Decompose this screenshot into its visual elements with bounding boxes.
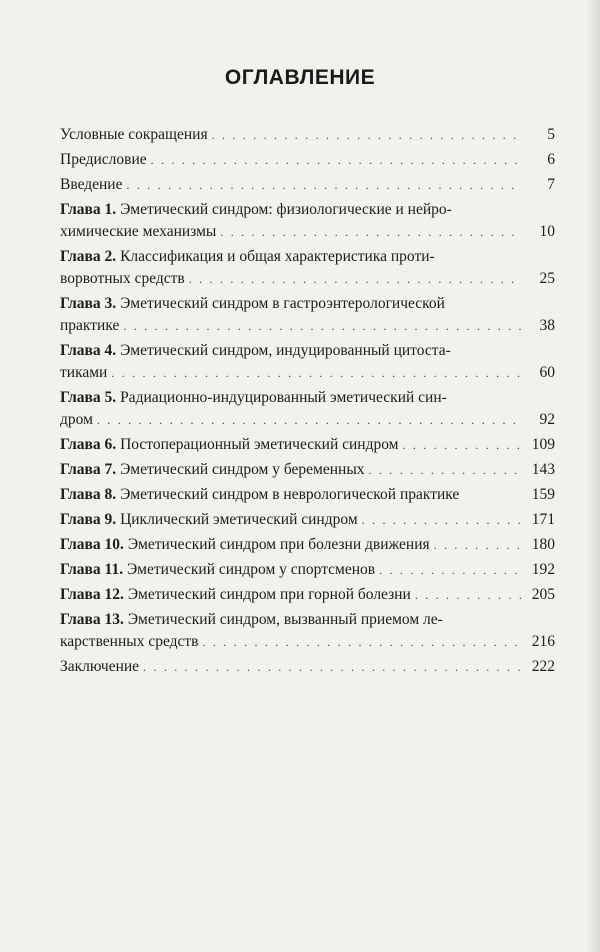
toc-page-number: 6 [547, 151, 555, 168]
chapter-title-line2: карственных средств [60, 633, 199, 650]
toc-entry-chapter-6[interactable] [60, 434, 555, 456]
chapter-title-line2: химические механизмы [60, 223, 217, 240]
toc-leader-dots [202, 631, 521, 653]
chapter-title: Эметический синдром в неврологической практике [120, 486, 460, 503]
toc-page-number: 180 [531, 536, 555, 553]
chapter-number: Глава 11. [60, 561, 124, 578]
toc-page-number: 38 [539, 317, 555, 334]
toc-entry-label: Предисловие [60, 151, 147, 168]
toc-leader-dots [379, 559, 521, 581]
chapter-title-line2: практике [60, 317, 120, 334]
toc-entry-chapter-10[interactable] [60, 534, 555, 556]
chapter-title: Эметический синдром у беременных [120, 461, 365, 478]
toc-page-number: 60 [539, 364, 555, 381]
toc-page-number: 205 [531, 586, 555, 603]
toc-entry-chapter-5[interactable] [60, 387, 555, 431]
toc-leader-dots [212, 124, 521, 146]
toc-leader-dots [143, 656, 521, 678]
chapter-number: Глава 13. [60, 611, 124, 628]
toc-entry-label: Условные сокращения [60, 126, 208, 143]
toc-page-number: 7 [547, 176, 555, 193]
toc-leader-dots [369, 459, 522, 481]
chapter-title-line1: Эметический синдром: физиологические и нейро- [120, 201, 452, 218]
chapter-title: Эметический синдром у спортсменов [126, 561, 376, 578]
chapter-title-line2: тиками [60, 364, 108, 381]
toc-leader-dots [362, 509, 521, 531]
toc-entry-label: Заключение [60, 658, 140, 675]
chapter-title-line1: Эметический синдром в гастроэнтерологической [120, 295, 445, 312]
toc-page-number: 92 [539, 411, 555, 428]
toc-entry-chapter-12[interactable] [60, 584, 555, 606]
toc-entry-chapter-4[interactable] [60, 340, 555, 384]
toc-entry-chapter-3[interactable] [60, 293, 555, 337]
page-title: ОГЛАВЛЕНИЕ [224, 66, 376, 89]
toc-entry-chapter-9[interactable] [60, 509, 555, 531]
table-of-contents [60, 124, 555, 681]
toc-page-number: 10 [539, 223, 555, 240]
chapter-title: Эметический синдром при горной болезни [127, 586, 411, 603]
chapter-number: Глава 2. [60, 248, 117, 265]
chapter-number: Глава 6. [60, 436, 117, 453]
toc-leader-dots [434, 534, 521, 556]
chapter-number: Глава 5. [60, 389, 117, 406]
toc-entry-conclusion[interactable] [60, 656, 555, 678]
toc-leader-dots [126, 174, 521, 196]
toc-page-number: 222 [531, 658, 555, 675]
toc-entry-label: Введение [60, 176, 123, 193]
chapter-number: Глава 10. [60, 536, 124, 553]
toc-leader-dots [415, 584, 521, 606]
chapter-number: Глава 7. [60, 461, 117, 478]
chapter-title-line2: дром [60, 411, 93, 428]
chapter-number: Глава 9. [60, 511, 117, 528]
chapter-number: Глава 8. [60, 486, 117, 503]
toc-leader-dots [220, 221, 521, 243]
toc-page-number: 25 [539, 270, 555, 287]
toc-page-number: 159 [531, 486, 555, 503]
toc-leader-dots [111, 362, 521, 384]
toc-entry-abbreviations[interactable] [60, 124, 555, 146]
chapter-number: Глава 1. [60, 201, 117, 218]
toc-page-number: 143 [531, 461, 555, 478]
toc-leader-dots [123, 315, 521, 337]
toc-page-number: 216 [531, 633, 555, 650]
chapter-title-line1: Классификация и общая характеристика проти- [120, 248, 435, 265]
chapter-title: Эметический синдром при болезни движения [127, 536, 430, 553]
toc-entry-chapter-8[interactable] [60, 484, 555, 506]
toc-page-number: 109 [531, 436, 555, 453]
chapter-number: Глава 3. [60, 295, 117, 312]
toc-entry-chapter-11[interactable] [60, 559, 555, 581]
toc-entry-introduction[interactable] [60, 174, 555, 196]
chapter-title: Постоперационный эметический синдром [120, 436, 399, 453]
chapter-title-line1: Эметический синдром, индуцированный цитоста- [120, 342, 451, 359]
chapter-number: Глава 12. [60, 586, 124, 603]
toc-leader-dots [403, 434, 522, 456]
chapter-title: Циклический эметический синдром [120, 511, 358, 528]
toc-entry-preface[interactable] [60, 149, 555, 171]
toc-entry-chapter-7[interactable] [60, 459, 555, 481]
toc-entry-chapter-1[interactable] [60, 199, 555, 243]
toc-entry-chapter-2[interactable] [60, 246, 555, 290]
chapter-title-line2: ворвотных средств [60, 270, 185, 287]
chapter-number: Глава 4. [60, 342, 117, 359]
chapter-title-line1: Радиационно-индуцированный эметический син- [120, 389, 447, 406]
toc-page-number: 5 [547, 126, 555, 143]
toc-leader-dots [151, 149, 521, 171]
toc-entry-chapter-13[interactable] [60, 609, 555, 653]
chapter-title-line1: Эметический синдром, вызванный приемом ле- [127, 611, 443, 628]
toc-page-number: 171 [531, 511, 555, 528]
toc-leader-dots [97, 409, 521, 431]
page-edge-shadow [586, 0, 600, 952]
toc-page-number: 192 [531, 561, 555, 578]
toc-leader-dots [189, 268, 521, 290]
